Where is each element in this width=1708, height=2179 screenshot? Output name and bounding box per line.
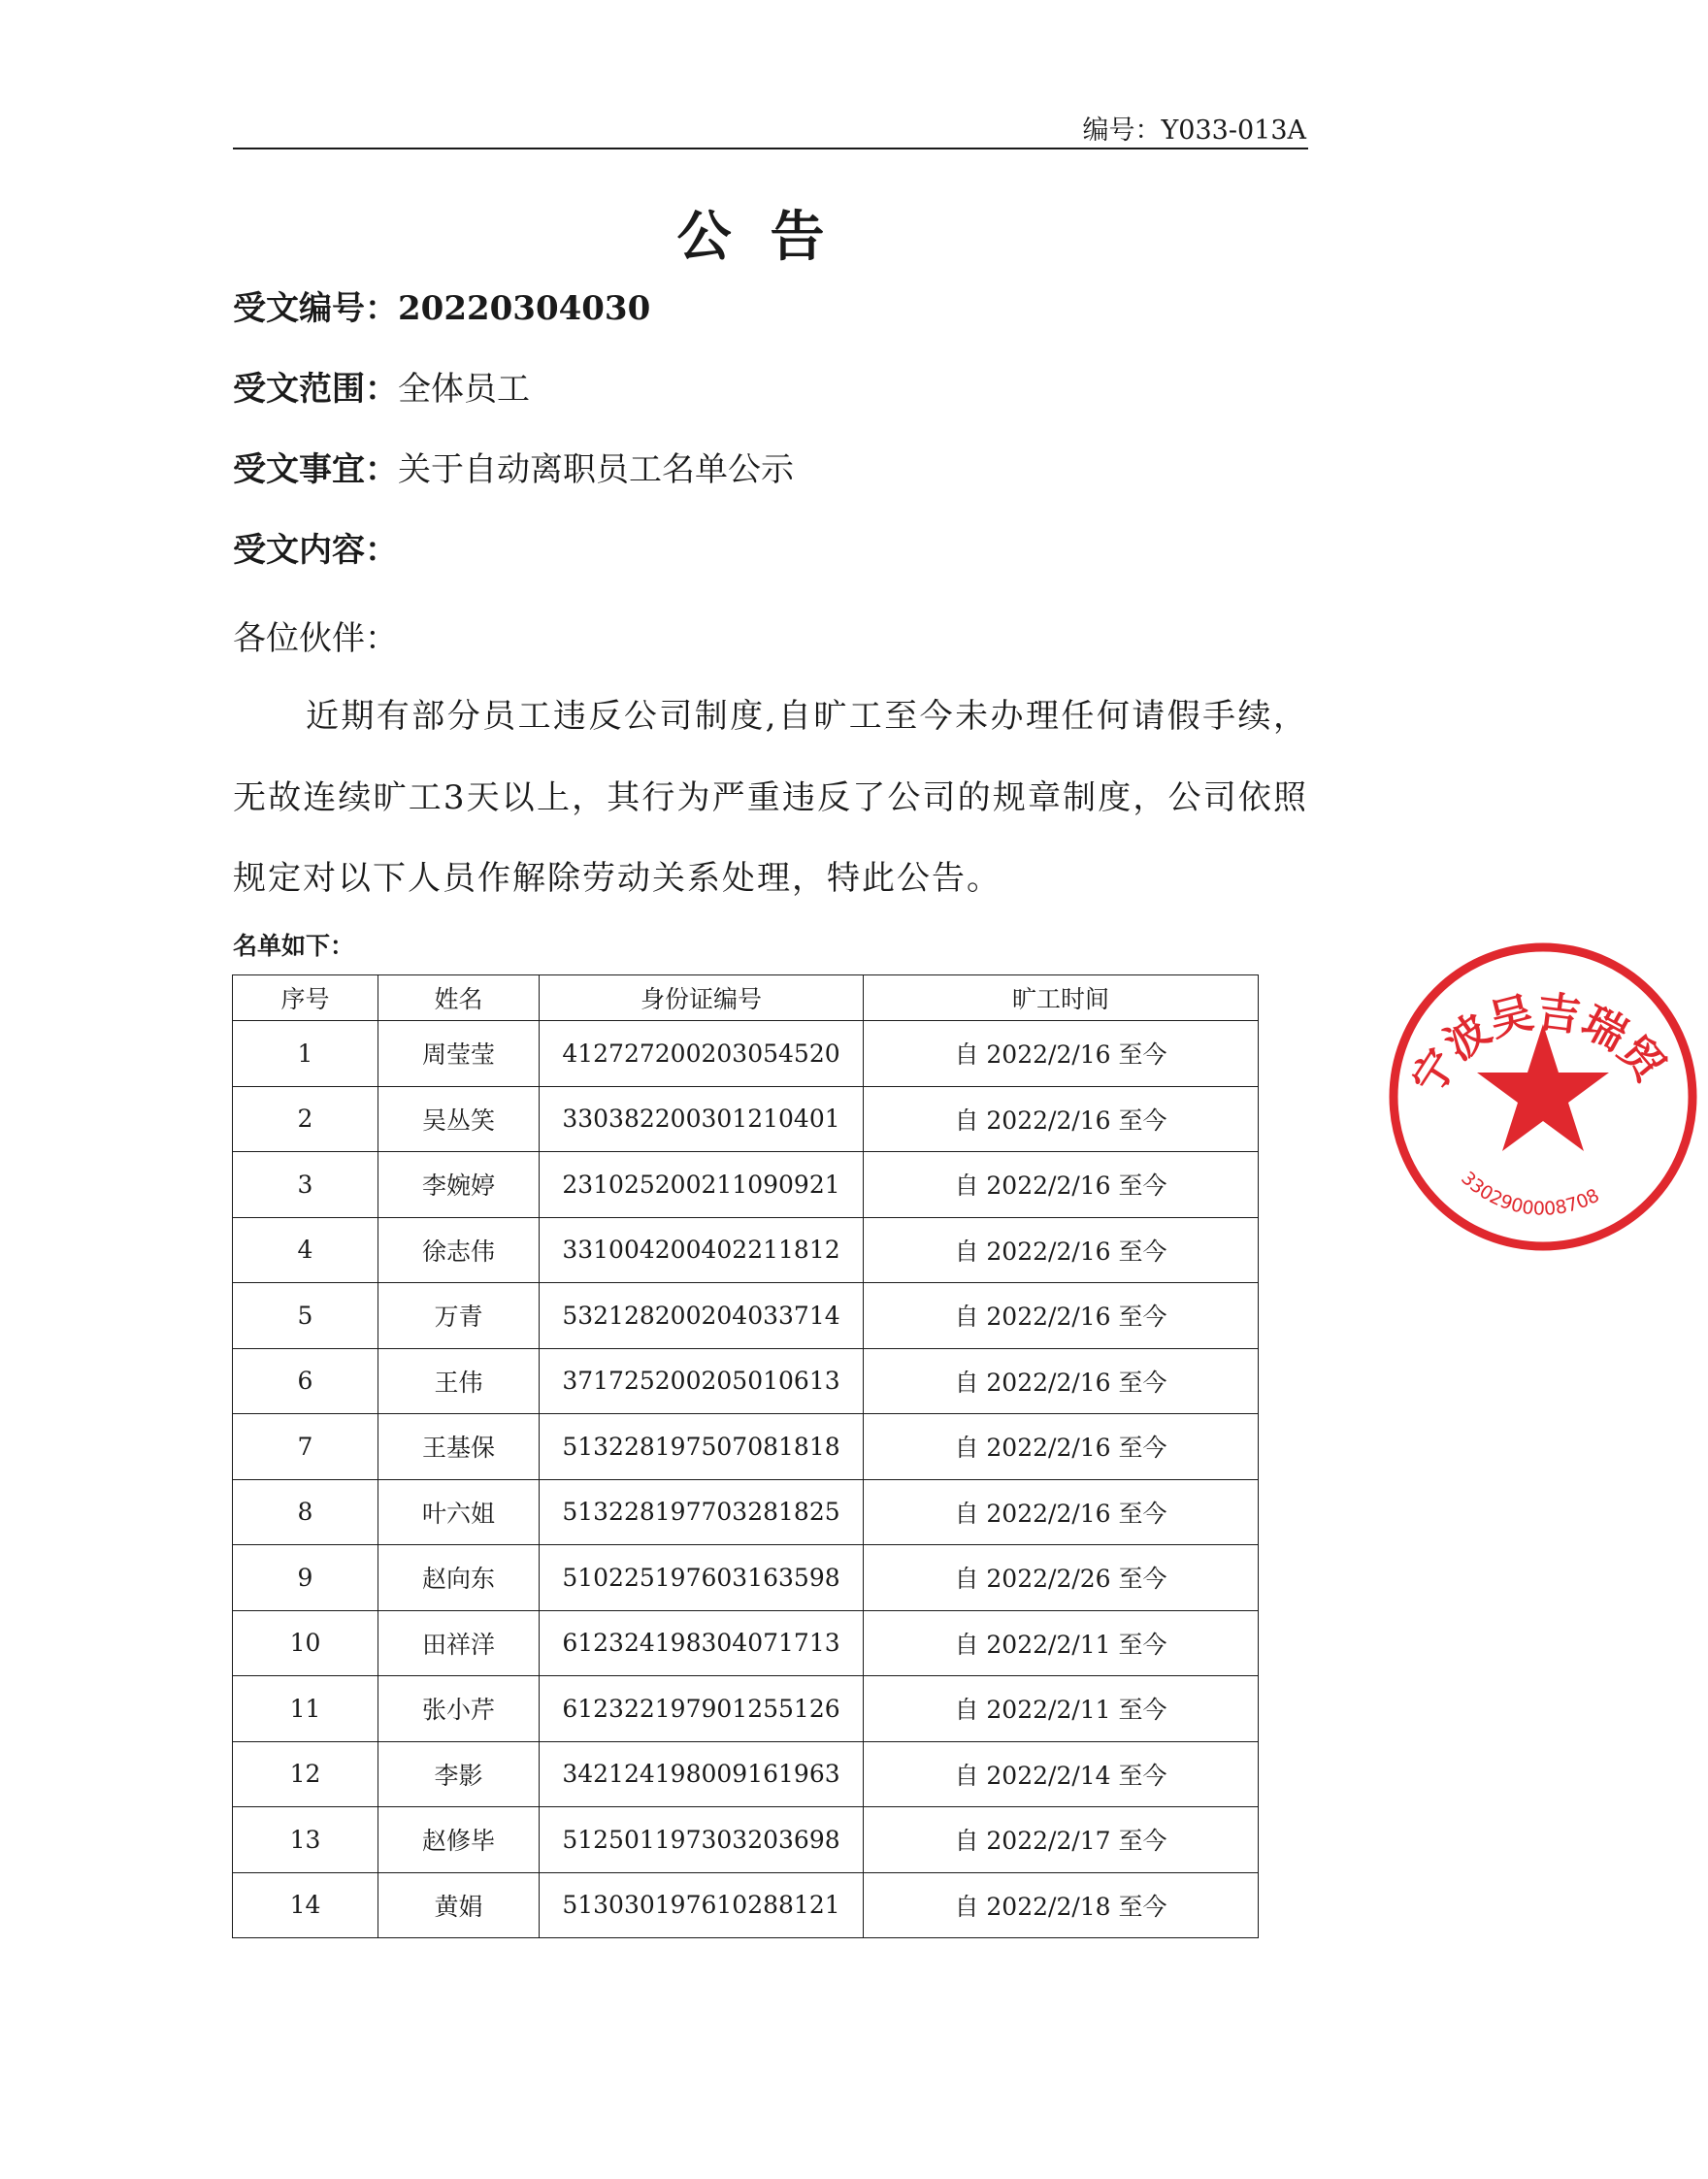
subject-label: 受文事宜： bbox=[233, 450, 398, 489]
seal-code: 3302900008708 bbox=[1457, 1167, 1603, 1220]
page-title: 公告 bbox=[676, 205, 864, 269]
doc-number-value: 20220304030 bbox=[398, 289, 651, 328]
cell-index: 7 bbox=[233, 1414, 378, 1480]
table-row bbox=[233, 1676, 1259, 1742]
table-row bbox=[233, 1872, 1259, 1938]
cell-name: 周莹莹 bbox=[378, 1021, 540, 1087]
cell-name: 叶六姐 bbox=[378, 1479, 540, 1545]
cell-name: 田祥洋 bbox=[378, 1610, 540, 1676]
cell-absence-time: 自 2022/2/16 至今 bbox=[864, 1414, 1259, 1480]
cell-index: 3 bbox=[233, 1152, 378, 1218]
content-label: 受文内容： bbox=[233, 531, 398, 570]
company-seal bbox=[1378, 932, 1708, 1262]
cell-index: 9 bbox=[233, 1545, 378, 1611]
cell-name: 赵修毕 bbox=[378, 1807, 540, 1873]
cell-absence-time: 自 2022/2/16 至今 bbox=[864, 1152, 1259, 1218]
cell-index: 2 bbox=[233, 1086, 378, 1152]
greeting: 各位伙伴： bbox=[233, 619, 398, 658]
subject-value: 关于自动离职员工名单公示 bbox=[398, 450, 794, 489]
employee-table bbox=[232, 974, 1259, 1938]
subject-field bbox=[233, 450, 794, 489]
cell-absence-time: 自 2022/2/16 至今 bbox=[864, 1021, 1259, 1087]
cell-index: 4 bbox=[233, 1217, 378, 1283]
header-absence-time: 旷工时间 bbox=[864, 975, 1259, 1021]
cell-id-number: 513228197703281825 bbox=[540, 1479, 864, 1545]
cell-id-number: 612324198304071713 bbox=[540, 1610, 864, 1676]
table-row bbox=[233, 1610, 1259, 1676]
cell-absence-time: 自 2022/2/16 至今 bbox=[864, 1348, 1259, 1414]
table-row bbox=[233, 1021, 1259, 1087]
cell-name: 王伟 bbox=[378, 1348, 540, 1414]
scope-value: 全体员工 bbox=[398, 370, 530, 409]
document-code: 编号：Y033-013A bbox=[1082, 116, 1306, 146]
cell-name: 徐志伟 bbox=[378, 1217, 540, 1283]
cell-absence-time: 自 2022/2/16 至今 bbox=[864, 1283, 1259, 1349]
doc-number-field bbox=[233, 289, 650, 328]
cell-index: 14 bbox=[233, 1872, 378, 1938]
cell-name: 万青 bbox=[378, 1283, 540, 1349]
cell-absence-time: 自 2022/2/11 至今 bbox=[864, 1610, 1259, 1676]
cell-name: 黄娟 bbox=[378, 1872, 540, 1938]
scope-label: 受文范围： bbox=[233, 370, 398, 409]
cell-absence-time: 自 2022/2/16 至今 bbox=[864, 1479, 1259, 1545]
cell-id-number: 513030197610288121 bbox=[540, 1872, 864, 1938]
cell-id-number: 510225197603163598 bbox=[540, 1545, 864, 1611]
table-row bbox=[233, 1348, 1259, 1414]
table-row bbox=[233, 1086, 1259, 1152]
cell-absence-time: 自 2022/2/16 至今 bbox=[864, 1086, 1259, 1152]
cell-index: 1 bbox=[233, 1021, 378, 1087]
cell-index: 8 bbox=[233, 1479, 378, 1545]
header-rule bbox=[233, 148, 1308, 149]
table-row bbox=[233, 1479, 1259, 1545]
table-row bbox=[233, 1414, 1259, 1480]
cell-name: 李婉婷 bbox=[378, 1152, 540, 1218]
cell-index: 6 bbox=[233, 1348, 378, 1414]
seal-text: 宁波吴吉瑞贸 bbox=[1402, 986, 1674, 1104]
cell-id-number: 231025200211090921 bbox=[540, 1152, 864, 1218]
cell-name: 李影 bbox=[378, 1741, 540, 1807]
cell-name: 赵向东 bbox=[378, 1545, 540, 1611]
cell-absence-time: 自 2022/2/17 至今 bbox=[864, 1807, 1259, 1873]
cell-id-number: 371725200205010613 bbox=[540, 1348, 864, 1414]
cell-name: 吴丛笑 bbox=[378, 1086, 540, 1152]
cell-id-number: 612322197901255126 bbox=[540, 1676, 864, 1742]
content-field bbox=[233, 531, 398, 570]
cell-name: 王基保 bbox=[378, 1414, 540, 1480]
cell-absence-time: 自 2022/2/18 至今 bbox=[864, 1872, 1259, 1938]
cell-absence-time: 自 2022/2/26 至今 bbox=[864, 1545, 1259, 1611]
table-row bbox=[233, 1152, 1259, 1218]
cell-id-number: 532128200204033714 bbox=[540, 1283, 864, 1349]
header-name: 姓名 bbox=[378, 975, 540, 1021]
cell-id-number: 330382200301210401 bbox=[540, 1086, 864, 1152]
cell-absence-time: 自 2022/2/11 至今 bbox=[864, 1676, 1259, 1742]
cell-index: 11 bbox=[233, 1676, 378, 1742]
cell-id-number: 331004200402211812 bbox=[540, 1217, 864, 1283]
cell-id-number: 512501197303203698 bbox=[540, 1807, 864, 1873]
table-body bbox=[233, 1021, 1259, 1938]
table-row bbox=[233, 1283, 1259, 1349]
table-row bbox=[233, 1741, 1259, 1807]
cell-id-number: 513228197507081818 bbox=[540, 1414, 864, 1480]
cell-index: 10 bbox=[233, 1610, 378, 1676]
table-row bbox=[233, 1545, 1259, 1611]
cell-name: 张小芹 bbox=[378, 1676, 540, 1742]
cell-index: 5 bbox=[233, 1283, 378, 1349]
cell-index: 13 bbox=[233, 1807, 378, 1873]
header-index: 序号 bbox=[233, 975, 378, 1021]
table-row bbox=[233, 1217, 1259, 1283]
cell-index: 12 bbox=[233, 1741, 378, 1807]
cell-absence-time: 自 2022/2/14 至今 bbox=[864, 1741, 1259, 1807]
cell-absence-time: 自 2022/2/16 至今 bbox=[864, 1217, 1259, 1283]
table-header-row bbox=[233, 975, 1259, 1021]
scope-field bbox=[233, 370, 530, 409]
table-row bbox=[233, 1807, 1259, 1873]
doc-number-label: 受文编号： bbox=[233, 289, 398, 328]
header-id-number: 身份证编号 bbox=[540, 975, 864, 1021]
cell-id-number: 342124198009161963 bbox=[540, 1741, 864, 1807]
list-label: 名单如下： bbox=[233, 932, 355, 960]
notice-body: 近期有部分员工违反公司制度,自旷工至今未办理任何请假手续，无故连续旷工3天以上，其行为严重违反了公司的规章制度，公司依照规定对以下人员作解除劳动关系处理，特此公告。 bbox=[233, 697, 1308, 898]
cell-id-number: 412727200203054520 bbox=[540, 1021, 864, 1087]
